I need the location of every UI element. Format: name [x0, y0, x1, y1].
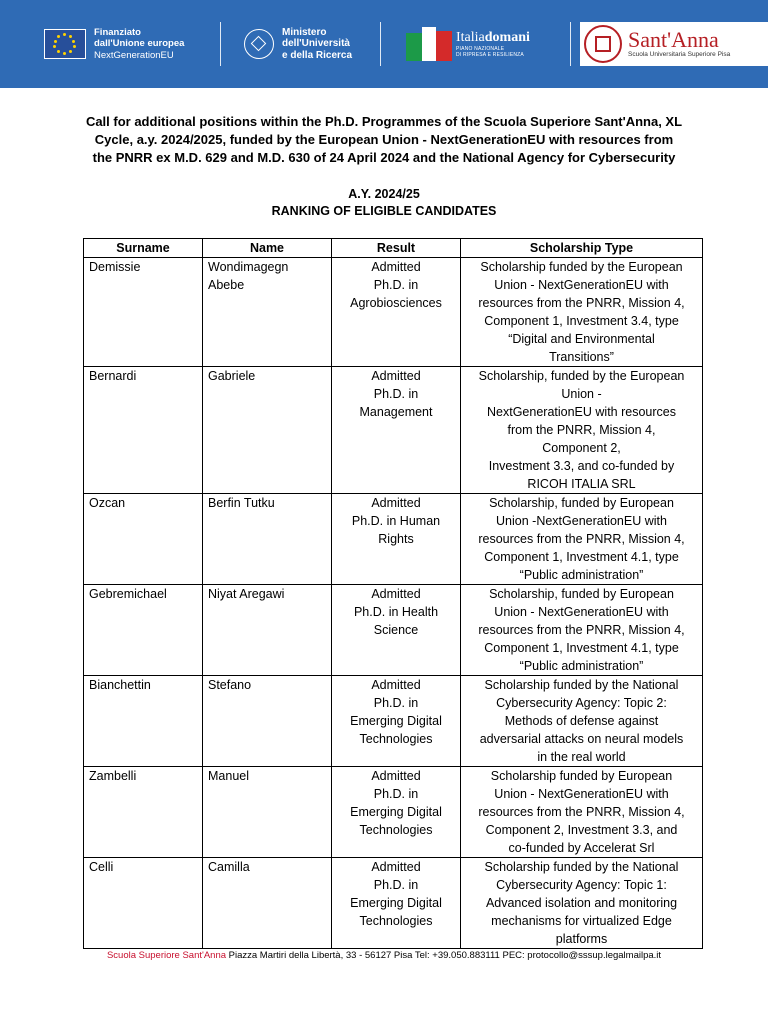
- footer: [0, 950, 768, 961]
- italiadomani-name-b: domani: [484, 30, 530, 45]
- document-subtitle: [60, 186, 708, 220]
- header-result: Result: [332, 239, 461, 258]
- cell-surname: Gebremichael: [84, 585, 203, 676]
- cell-surname: Zambelli: [84, 767, 203, 858]
- cell-surname: Bernardi: [84, 367, 203, 494]
- eu-line2: dall'Unione europea: [94, 38, 185, 50]
- cell-name: Stefano: [203, 676, 332, 767]
- eu-flag-icon: [44, 29, 86, 59]
- cell-name: Manuel: [203, 767, 332, 858]
- title-line-2: Cycle, a.y. 2024/2025, funded by the European Union - NextGenerationEU with resources from: [94, 132, 674, 147]
- ministry-line1: Ministero: [282, 26, 327, 38]
- cell-surname: Demissie: [84, 258, 203, 367]
- cell-surname: Ozcan: [84, 494, 203, 585]
- footer-org: Scuola Superiore Sant'Anna: [106, 950, 227, 961]
- cell-name: Niyat Aregawi: [203, 585, 332, 676]
- santanna-seal-icon: [584, 25, 622, 63]
- ministry-line2: dell'Università: [282, 38, 350, 50]
- cell-scholarship-type: Scholarship funded by the European Union - NextGenerationEU with resources from the PNRR, Mission 4, Component 1, Investment 3.4, type “Digital and Environmental Transitions”: [461, 258, 703, 367]
- santanna-sub: Scuola Universitaria Superiore Pisa: [628, 51, 731, 58]
- ministry-line3: e della Ricerca: [282, 49, 353, 61]
- ranking-table: [83, 238, 703, 949]
- header-divider: [380, 22, 381, 66]
- cell-scholarship-type: Scholarship, funded by European Union - NextGenerationEU with resources from the PNRR, Mission 4, Component 1, Investment 4.1, type “Public administration”: [461, 585, 703, 676]
- cell-scholarship-type: Scholarship funded by the National Cybersecurity Agency: Topic 1: Advanced isolation and monitoring mechanisms for virtualized Edge platforms: [461, 858, 703, 949]
- cell-result: Admitted Ph.D. in Human Rights: [332, 494, 461, 585]
- header-name: Name: [203, 239, 332, 258]
- table-row: [84, 258, 703, 367]
- santanna-name: Sant'Anna: [628, 27, 719, 52]
- italiadomani-logo: [406, 18, 530, 70]
- ranking-heading: RANKING OF ELIGIBLE CANDIDATES: [271, 204, 497, 218]
- cell-result: Admitted Ph.D. in Health Science: [332, 585, 461, 676]
- cell-scholarship-type: Scholarship, funded by European Union -NextGenerationEU with resources from the PNRR, Mission 4, Component 1, Investment 4.1, type “Public administration”: [461, 494, 703, 585]
- table-row: [84, 367, 703, 494]
- header-surname: Surname: [84, 239, 203, 258]
- table-row: [84, 676, 703, 767]
- cell-result: Admitted Ph.D. in Emerging Digital Technologies: [332, 858, 461, 949]
- table-row: [84, 494, 703, 585]
- header-banner: [0, 0, 768, 88]
- italiadomani-sub2: DI RIPRESA E RESILIENZA: [456, 52, 524, 58]
- ranking-table-body: [84, 258, 703, 949]
- header-scholarship-type: Scholarship Type: [461, 239, 703, 258]
- italy-flag-icon: [406, 27, 452, 61]
- cell-scholarship-type: Scholarship funded by the National Cybersecurity Agency: Topic 2: Methods of defense against adversarial attacks on neural models in the real world: [461, 676, 703, 767]
- santanna-logo: [580, 22, 768, 66]
- cell-surname: Bianchettin: [84, 676, 203, 767]
- cell-surname: Celli: [84, 858, 203, 949]
- cell-result: Admitted Ph.D. in Emerging Digital Technologies: [332, 767, 461, 858]
- cell-result: Admitted Ph.D. in Emerging Digital Technologies: [332, 676, 461, 767]
- footer-address: Piazza Martiri della Libertà, 33 - 56127 Pisa Tel: +39.050.883111 PEC: protocollo@sssup.legalmailpa.it: [226, 950, 662, 961]
- eu-line1: Finanziato: [94, 26, 141, 38]
- cell-scholarship-type: Scholarship funded by European Union - NextGenerationEU with resources from the PNRR, Mission 4, Component 2, Investment 3.3, and co-funded by Accelerat Srl: [461, 767, 703, 858]
- title-line-1: Call for additional positions within the Ph.D. Programmes of the Scuola Superiore Sant'Anna, XL: [85, 114, 683, 129]
- italiadomani-name-a: Italia: [456, 30, 485, 45]
- header-divider: [220, 22, 221, 66]
- cell-result: Admitted Ph.D. in Management: [332, 367, 461, 494]
- table-row: [84, 858, 703, 949]
- title-line-3: the PNRR ex M.D. 629 and M.D. 630 of 24 April 2024 and the National Agency for Cybersecurity: [92, 150, 676, 165]
- cell-name: Gabriele: [203, 367, 332, 494]
- cell-name: Wondimagegn Abebe: [203, 258, 332, 367]
- table-header-row: [84, 239, 703, 258]
- academic-year: A.Y. 2024/25: [348, 187, 420, 201]
- cell-name: Berfin Tutku: [203, 494, 332, 585]
- cell-result: Admitted Ph.D. in Agrobiosciences: [332, 258, 461, 367]
- header-divider: [570, 22, 571, 66]
- ministry-logo: [244, 18, 352, 70]
- republic-emblem-icon: [244, 29, 274, 59]
- eu-logo: [44, 18, 184, 70]
- cell-name: Camilla: [203, 858, 332, 949]
- table-row: [84, 585, 703, 676]
- italiadomani-sub1: PIANO NAZIONALE: [456, 46, 505, 52]
- table-row: [84, 767, 703, 858]
- document-title: [60, 113, 708, 167]
- eu-line3: NextGenerationEU: [94, 49, 174, 61]
- cell-scholarship-type: Scholarship, funded by the European Union - NextGenerationEU with resources from the PNRR, Mission 4, Component 2, Investment 3.3, and co-funded by RICOH ITALIA SRL: [461, 367, 703, 494]
